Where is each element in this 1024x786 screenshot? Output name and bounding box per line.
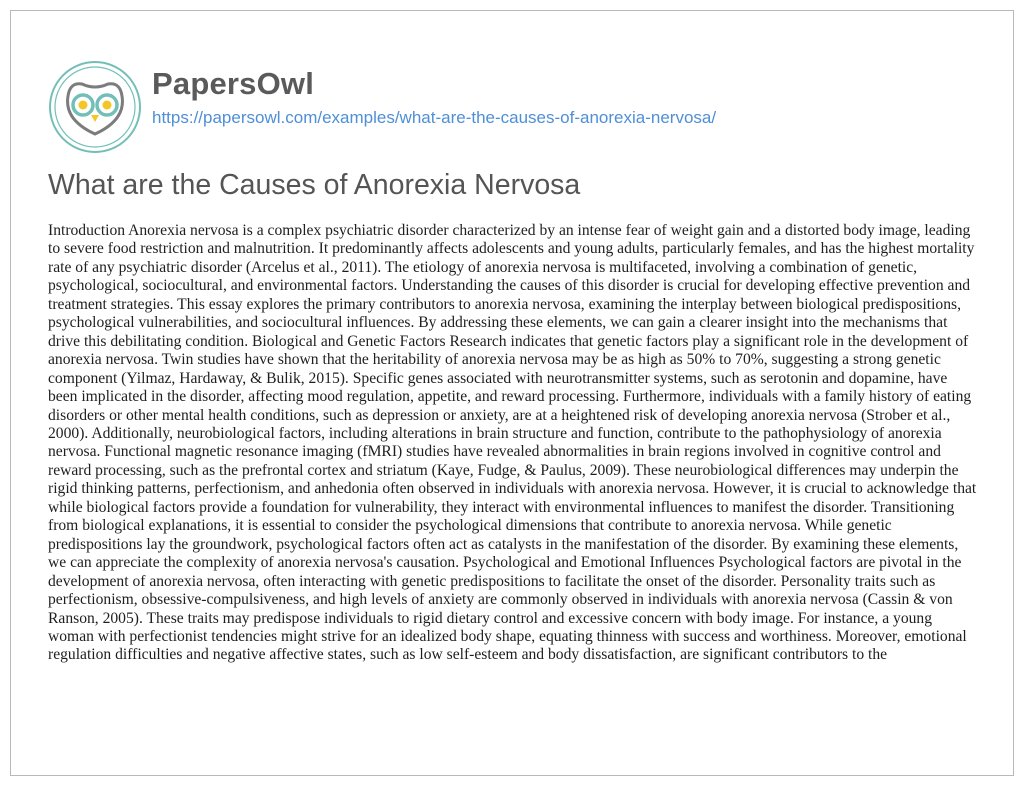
source-url-link[interactable]: https://papersowl.com/examples/what-are-the-causes-of-anorexia-nervosa/ — [152, 108, 717, 127]
owl-logo-icon — [48, 60, 142, 154]
brand-name: PapersOwl — [152, 66, 315, 101]
article-title: What are the Causes of Anorexia Nervosa — [48, 169, 581, 201]
article-body: Introduction Anorexia nervosa is a complex psychiatric disorder characterized by an intense fear of weight gain and a distorted body image, leading to severe food restriction and malnutrition. It predominantly affects adolescents and young adults, particularly females, and has the highest mortality rate of any psychiatric disorder (Arcelus et al., 2011). The etiology of anorexia nervosa is multifaceted, involving a combination of genetic, psychological, sociocultural, and environmental factors. Understanding the causes of this disorder is crucial for developing effective prevention and treatment strategies. This essay explores the primary contributors to anorexia nervosa, examining the interplay between biological predispositions, psychological vulnerabilities, and sociocultural influences. By addressing these elements, we can gain a clearer insight into the mechanisms that drive this debilitating condition. Biological and Genetic Factors Research indicates that genetic factors play a significant role in the development of anorexia nervosa. Twin studies have shown that the heritability of anorexia nervosa may be as high as 50% to 70%, suggesting a strong genetic component (Yilmaz, Hardaway, & Bulik, 2015). Specific genes associated with neurotransmitter systems, such as serotonin and dopamine, have been implicated in the disorder, affecting mood regulation, appetite, and reward processing. Furthermore, individuals with a family history of eating disorders or other mental health conditions, such as depression or anxiety, are at a heightened risk of developing anorexia nervosa (Strober et al., 2000). Additionally, neurobiological factors, including alterations in brain structure and function, contribute to the pathophysiology of anorexia nervosa. Functional magnetic resonance imaging (fMRI) studies have revealed abnormalities in brain regions involved in cognitive control and reward processing, such as the prefrontal cortex and striatum (Kaye, Fudge, & Paulus, 2009). These neurobiological differences may underpin the rigid thinking patterns, perfectionism, and anhedonia often observed in individuals with anorexia nervosa. However, it is crucial to acknowledge that while biological factors provide a foundation for vulnerability, they interact with environmental influences to manifest the disorder. Transitioning from biological explanations, it is essential to consider the psychological dimensions that contribute to anorexia nervosa. While genetic predispositions lay the groundwork, psychological factors often act as catalysts in the manifestation of the disorder. By examining these elements, we can appreciate the complexity of anorexia nervosa's causation. Psychological and Emotional Influences Psychological factors are pivotal in the development of anorexia nervosa, often interacting with genetic predispositions to facilitate the onset of the disorder. Personality traits such as perfectionism, obsessive-compulsiveness, and high levels of anxiety are commonly observed in individuals with anorexia nervosa (Cassin & von Ranson, 2005). These traits may predispose individuals to rigid dietary control and excessive concern with body image. For instance, a young woman with perfectionist tendencies might strive for an idealized body shape, equating thinness with success and worthiness. Moreover, emotional regulation difficulties and negative affective states, such as low self-esteem and body dissatisfaction, are significant contributors to the — [48, 222, 977, 664]
